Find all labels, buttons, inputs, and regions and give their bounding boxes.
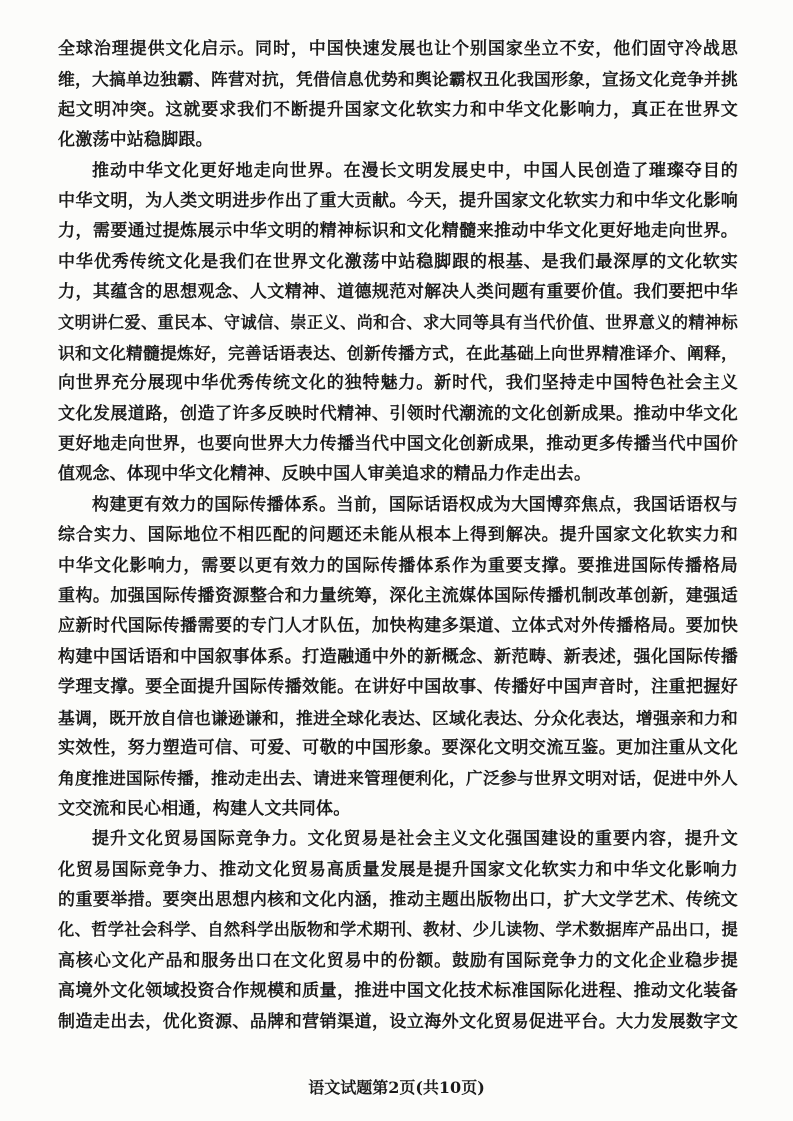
text-line: 化贸易国际竞争力、推动文化贸易高质量发展是提升国家文化软实力和中华文化影响力 <box>58 859 738 880</box>
text-line: 中华文化影响力，需要以更有效力的国际传播体系作为重要支撑。要推进国际传播格局 <box>58 555 738 576</box>
body-text <box>58 34 738 1037</box>
text-line: 文交流和民心相通，构建人文共同体。 <box>58 798 351 819</box>
text-line: 文明讲仁爱、重民本、守诚信、崇正义、尚和合、求大同等具有当代价值、世界意义的精神标 <box>58 312 738 332</box>
text-line: 应新时代国际传播需要的专门人才队伍，加快构建多渠道、立体式对外传播格局。要加快 <box>58 616 738 637</box>
text-line: 角度推进国际传播，推动走出去、请进来管理便利化，广泛参与世界文明对话，促进中外人 <box>58 768 738 789</box>
text-line: 基调，既开放自信也谦逊谦和，推进全球化表达、区域化表达、分众化表达，增强亲和力和 <box>58 707 738 728</box>
paragraph-first-line: 提升文化贸易国际竞争力。文化贸易是社会主义文化强国建设的重要内容，提升文 <box>92 829 738 850</box>
text-line: 的重要举措。要突出思想内核和文化内涵，推动主题出版物出口，扩大文学艺术、传统文 <box>58 889 738 910</box>
text-line: 构建中国话语和中国叙事体系。打造融通中外的新概念、新范畴、新表述，强化国际传播 <box>58 646 738 667</box>
text-line: 实效性，努力塑造可信、可爱、可敬的中国形象。要深化文明交流互鉴。更加注重从文化 <box>58 737 738 758</box>
text-line: 起文明冲突。这就要求我们不断提升国家文化软实力和中华文化影响力，真正在世界文 <box>58 99 738 120</box>
text-line: 向世界充分展现中华优秀传统文化的独特魅力。新时代，我们坚持走中国特色社会主义 <box>58 373 738 394</box>
text-line: 力，需要通过提炼展示中华文明的精神标识和文化精髓来推动中华文化更好地走向世界。 <box>58 221 738 242</box>
text-line: 高境外文化领域投资合作规模和质量，推进中国文化技术标准国际化进程、推动文化装备 <box>58 981 738 1002</box>
text-line: 制造走出去，优化资源、品牌和营销渠道，设立海外文化贸易促进平台。大力发展数字文 <box>58 1011 738 1032</box>
text-line: 全球治理提供文化启示。同时，中国快速发展也让个别国家坐立不安，他们固守冷战思 <box>58 39 738 59</box>
text-line: 文化发展道路，创造了许多反映时代精神、引领时代潮流的文化创新成果。推动中华文化 <box>58 403 738 424</box>
text-line: 重构。加强国际传播资源整合和力量统筹，深化主流媒体国际传播机制改革创新，建强适 <box>58 586 738 607</box>
text-line: 值观念、体现中华文化精神、反映中国人审美追求的精品力作走出去。 <box>58 464 592 485</box>
text-line: 化、哲学社会科学、自然科学出版物和学术期刊、教材、少儿读物、学术数据库产品出口，提 <box>58 920 738 940</box>
text-line: 学理支撑。要全面提升国际传播效能。在讲好中国故事、传播好中国声音时，注重把握好 <box>58 677 738 698</box>
paragraph-first-line: 推动中华文化更好地走向世界。在漫长文明发展史中，中国人民创造了璀璨夺目的 <box>92 160 738 181</box>
text-line: 识和文化精髓提炼好，完善话语表达、创新传播方式，在此基础上向世界精准译介、阐释， <box>58 342 738 363</box>
text-line: 更好地走向世界，也要向世界大力传播当代中国文化创新成果，推动更多传播当代中国价 <box>58 434 738 455</box>
text-line: 中华优秀传统文化是我们在世界文化激荡中站稳脚跟的根基、是我们最深厚的文化软实 <box>58 251 738 272</box>
page-footer: 语文试题第2页(共10页) <box>308 1078 485 1097</box>
text-line: 维，大搞单边独霸、阵营对抗，凭借信息优势和舆论霸权丑化我国形象，宣扬文化竞争并挑 <box>58 69 738 90</box>
text-line: 高核心文化产品和服务出口在文化贸易中的份额。鼓励有国际竞争力的文化企业稳步提 <box>58 950 738 971</box>
text-line: 化激荡中站稳脚跟。 <box>58 130 213 151</box>
text-line: 中华文明，为人类文明进步作出了重大贡献。今天，提升国家文化软实力和中华文化影响 <box>58 190 738 211</box>
text-line: 综合实力、国际地位不相匹配的问题还未能从根本上得到解决。提升国家文化软实力和 <box>58 525 738 546</box>
paragraph-first-line: 构建更有效力的国际传播体系。当前，国际话语权成为大国博弈焦点，我国话语权与 <box>92 494 738 515</box>
text-line: 力，其蕴含的思想观念、人文精神、道德规范对解决人类问题有重要价值。我们要把中华 <box>58 282 738 303</box>
